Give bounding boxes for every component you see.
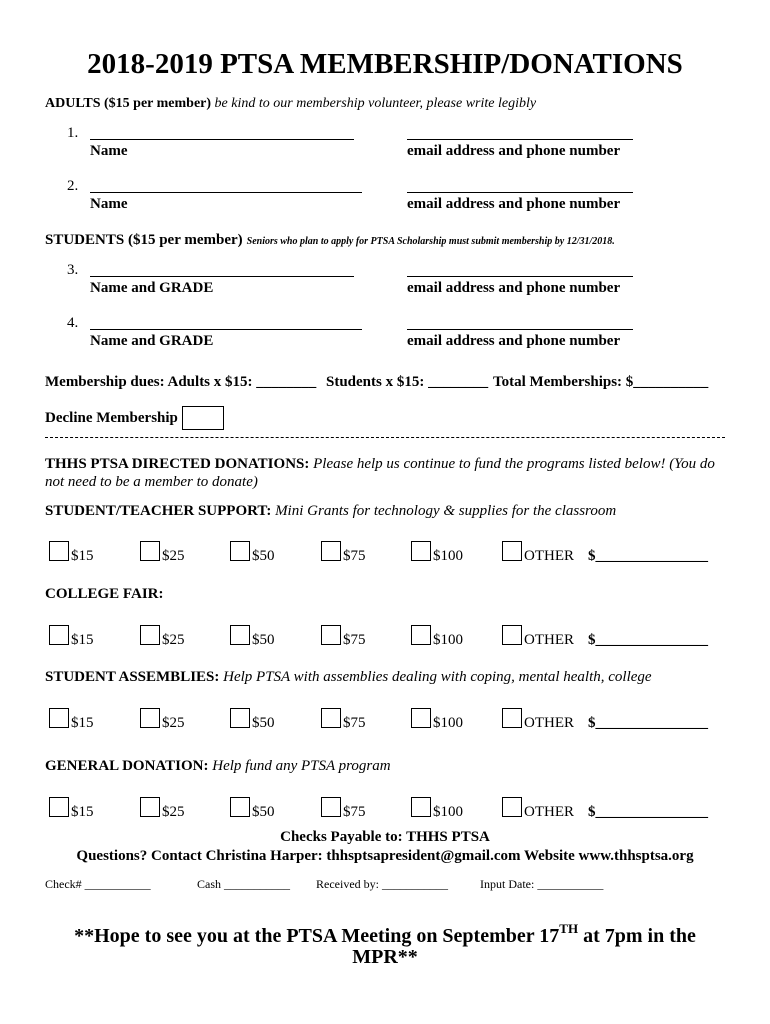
option-label: $100 [433,548,463,564]
contact-label: email address and phone number [407,143,621,159]
option-label: $15 [71,548,94,564]
row-number: 3. [67,262,79,278]
donation-options-row [0,541,770,571]
checkbox-75[interactable] [321,625,341,645]
students-section-header [45,231,615,249]
name-grade-label: Name and GRADE [90,280,214,296]
office-input-date-field[interactable]: Input Date: ___________ [480,877,604,891]
checkbox-75[interactable] [321,797,341,817]
other-amount-field[interactable]: $_______________ [588,715,708,731]
student-teacher-support-heading: STUDENT/TEACHER SUPPORT: [45,503,272,519]
donation-options-row [0,625,770,655]
donation-section-heading-row [45,503,616,520]
student-teacher-support-note: Mini Grants for technology & supplies for the classroom [275,503,617,519]
office-check-field[interactable]: Check# ___________ [45,877,151,891]
option-label: $50 [252,715,275,731]
contact-info-text: Questions? Contact Christina Harper: thhsptsapresident@gmail.com Website www.thhsptsa.org [76,848,694,864]
donations-note-1: Please help us continue to fund the programs listed below! (You do [313,456,715,472]
row-number: 1. [67,125,79,141]
option-label: $15 [71,804,94,820]
checkbox-100[interactable] [411,625,431,645]
checkbox-100[interactable] [411,797,431,817]
checkbox-25[interactable] [140,625,160,645]
donation-section-heading-row [45,758,391,775]
option-label: OTHER [524,715,574,731]
general-donation-heading: GENERAL DONATION: [45,758,209,774]
adult-1-name-field[interactable] [90,139,354,140]
checkbox-100[interactable] [411,541,431,561]
student-3-name-field[interactable] [90,276,354,277]
option-label: OTHER [524,632,574,648]
donations-note-2: not need to be a member to donate) [45,474,258,490]
donations-intro [45,455,735,491]
checkbox-50[interactable] [230,797,250,817]
donation-options-row [0,708,770,738]
checkbox-50[interactable] [230,541,250,561]
option-label: $50 [252,632,275,648]
checkbox-25[interactable] [140,797,160,817]
donation-section-heading-row [45,669,652,686]
adults-section-header [45,96,536,112]
row-number: 2. [67,178,79,194]
checkbox-other[interactable] [502,625,522,645]
option-label: $25 [162,715,185,731]
checkbox-15[interactable] [49,797,69,817]
student-assemblies-note: Help PTSA with assemblies dealing with coping, mental health, college [223,669,652,685]
dues-students-field[interactable]: Students x $15: ________ [326,374,489,390]
option-label: $25 [162,632,185,648]
checkbox-other[interactable] [502,708,522,728]
college-fair-heading: COLLEGE FAIR: [45,586,164,602]
office-received-field[interactable]: Received by: ___________ [316,877,448,891]
other-amount-field[interactable]: $_______________ [588,804,708,820]
adults-heading: ADULTS ($15 per member) [45,96,212,111]
decline-membership-checkbox[interactable] [182,406,224,430]
checkbox-75[interactable] [321,708,341,728]
checkbox-15[interactable] [49,708,69,728]
adult-2-name-field[interactable] [90,192,362,193]
dues-adults-field[interactable]: Membership dues: Adults x $15: ________ [45,374,317,390]
option-label: $100 [433,632,463,648]
form-title: 2018-2019 PTSA MEMBERSHIP/DONATIONS [87,48,683,80]
meeting-text-prefix: **Hope to see you at the PTSA Meeting on September 17 [74,925,560,947]
other-amount-field[interactable]: $_______________ [588,548,708,564]
donation-section-heading-row [45,586,163,603]
meeting-announcement-line2: MPR** [352,946,418,968]
option-label: OTHER [524,804,574,820]
option-label: $15 [71,715,94,731]
name-grade-label: Name and GRADE [90,333,214,349]
decline-membership-label: Decline Membership [45,410,178,426]
option-label: $100 [433,804,463,820]
other-amount-field[interactable]: $_______________ [588,632,708,648]
checkbox-50[interactable] [230,708,250,728]
name-label: Name [90,143,128,159]
office-cash-field[interactable]: Cash ___________ [197,877,290,891]
dues-total-field[interactable]: Total Memberships: $__________ [493,374,709,390]
option-label: $75 [343,804,366,820]
option-label: $50 [252,804,275,820]
students-note: Seniors who plan to apply for PTSA Scholarship must submit membership by 12/31/2018. [246,236,615,247]
contact-label: email address and phone number [407,333,621,349]
general-donation-note: Help fund any PTSA program [212,758,391,774]
option-label: $75 [343,548,366,564]
option-label: $50 [252,548,275,564]
option-label: $25 [162,804,185,820]
option-label: $100 [433,715,463,731]
student-3-contact-field[interactable] [407,276,633,277]
meeting-text-suffix: at 7pm in the [578,925,696,947]
section-divider [45,437,725,438]
student-4-contact-field[interactable] [407,329,633,330]
adult-2-contact-field[interactable] [407,192,633,193]
checkbox-other[interactable] [502,541,522,561]
checkbox-50[interactable] [230,625,250,645]
donations-heading: THHS PTSA DIRECTED DONATIONS: [45,456,310,472]
student-assemblies-heading: STUDENT ASSEMBLIES: [45,669,220,685]
contact-label: email address and phone number [407,196,621,212]
checkbox-15[interactable] [49,541,69,561]
contact-label: email address and phone number [407,280,621,296]
name-label: Name [90,196,128,212]
checkbox-25[interactable] [140,541,160,561]
option-label: $75 [343,632,366,648]
option-label: OTHER [524,548,574,564]
student-4-name-field[interactable] [90,329,362,330]
checkbox-15[interactable] [49,625,69,645]
adult-1-contact-field[interactable] [407,139,633,140]
checkbox-25[interactable] [140,708,160,728]
meeting-text-sup: TH [559,921,579,936]
checkbox-other[interactable] [502,797,522,817]
checkbox-100[interactable] [411,708,431,728]
option-label: $15 [71,632,94,648]
checkbox-75[interactable] [321,541,341,561]
donation-options-row [0,797,770,827]
option-label: $25 [162,548,185,564]
checks-payable-text: Checks Payable to: THHS PTSA [280,829,490,845]
meeting-announcement-line1 [0,921,770,948]
row-number: 4. [67,315,79,331]
option-label: $75 [343,715,366,731]
adults-note: be kind to our membership volunteer, please write legibly [214,96,537,111]
students-heading: STUDENTS ($15 per member) [45,232,243,248]
